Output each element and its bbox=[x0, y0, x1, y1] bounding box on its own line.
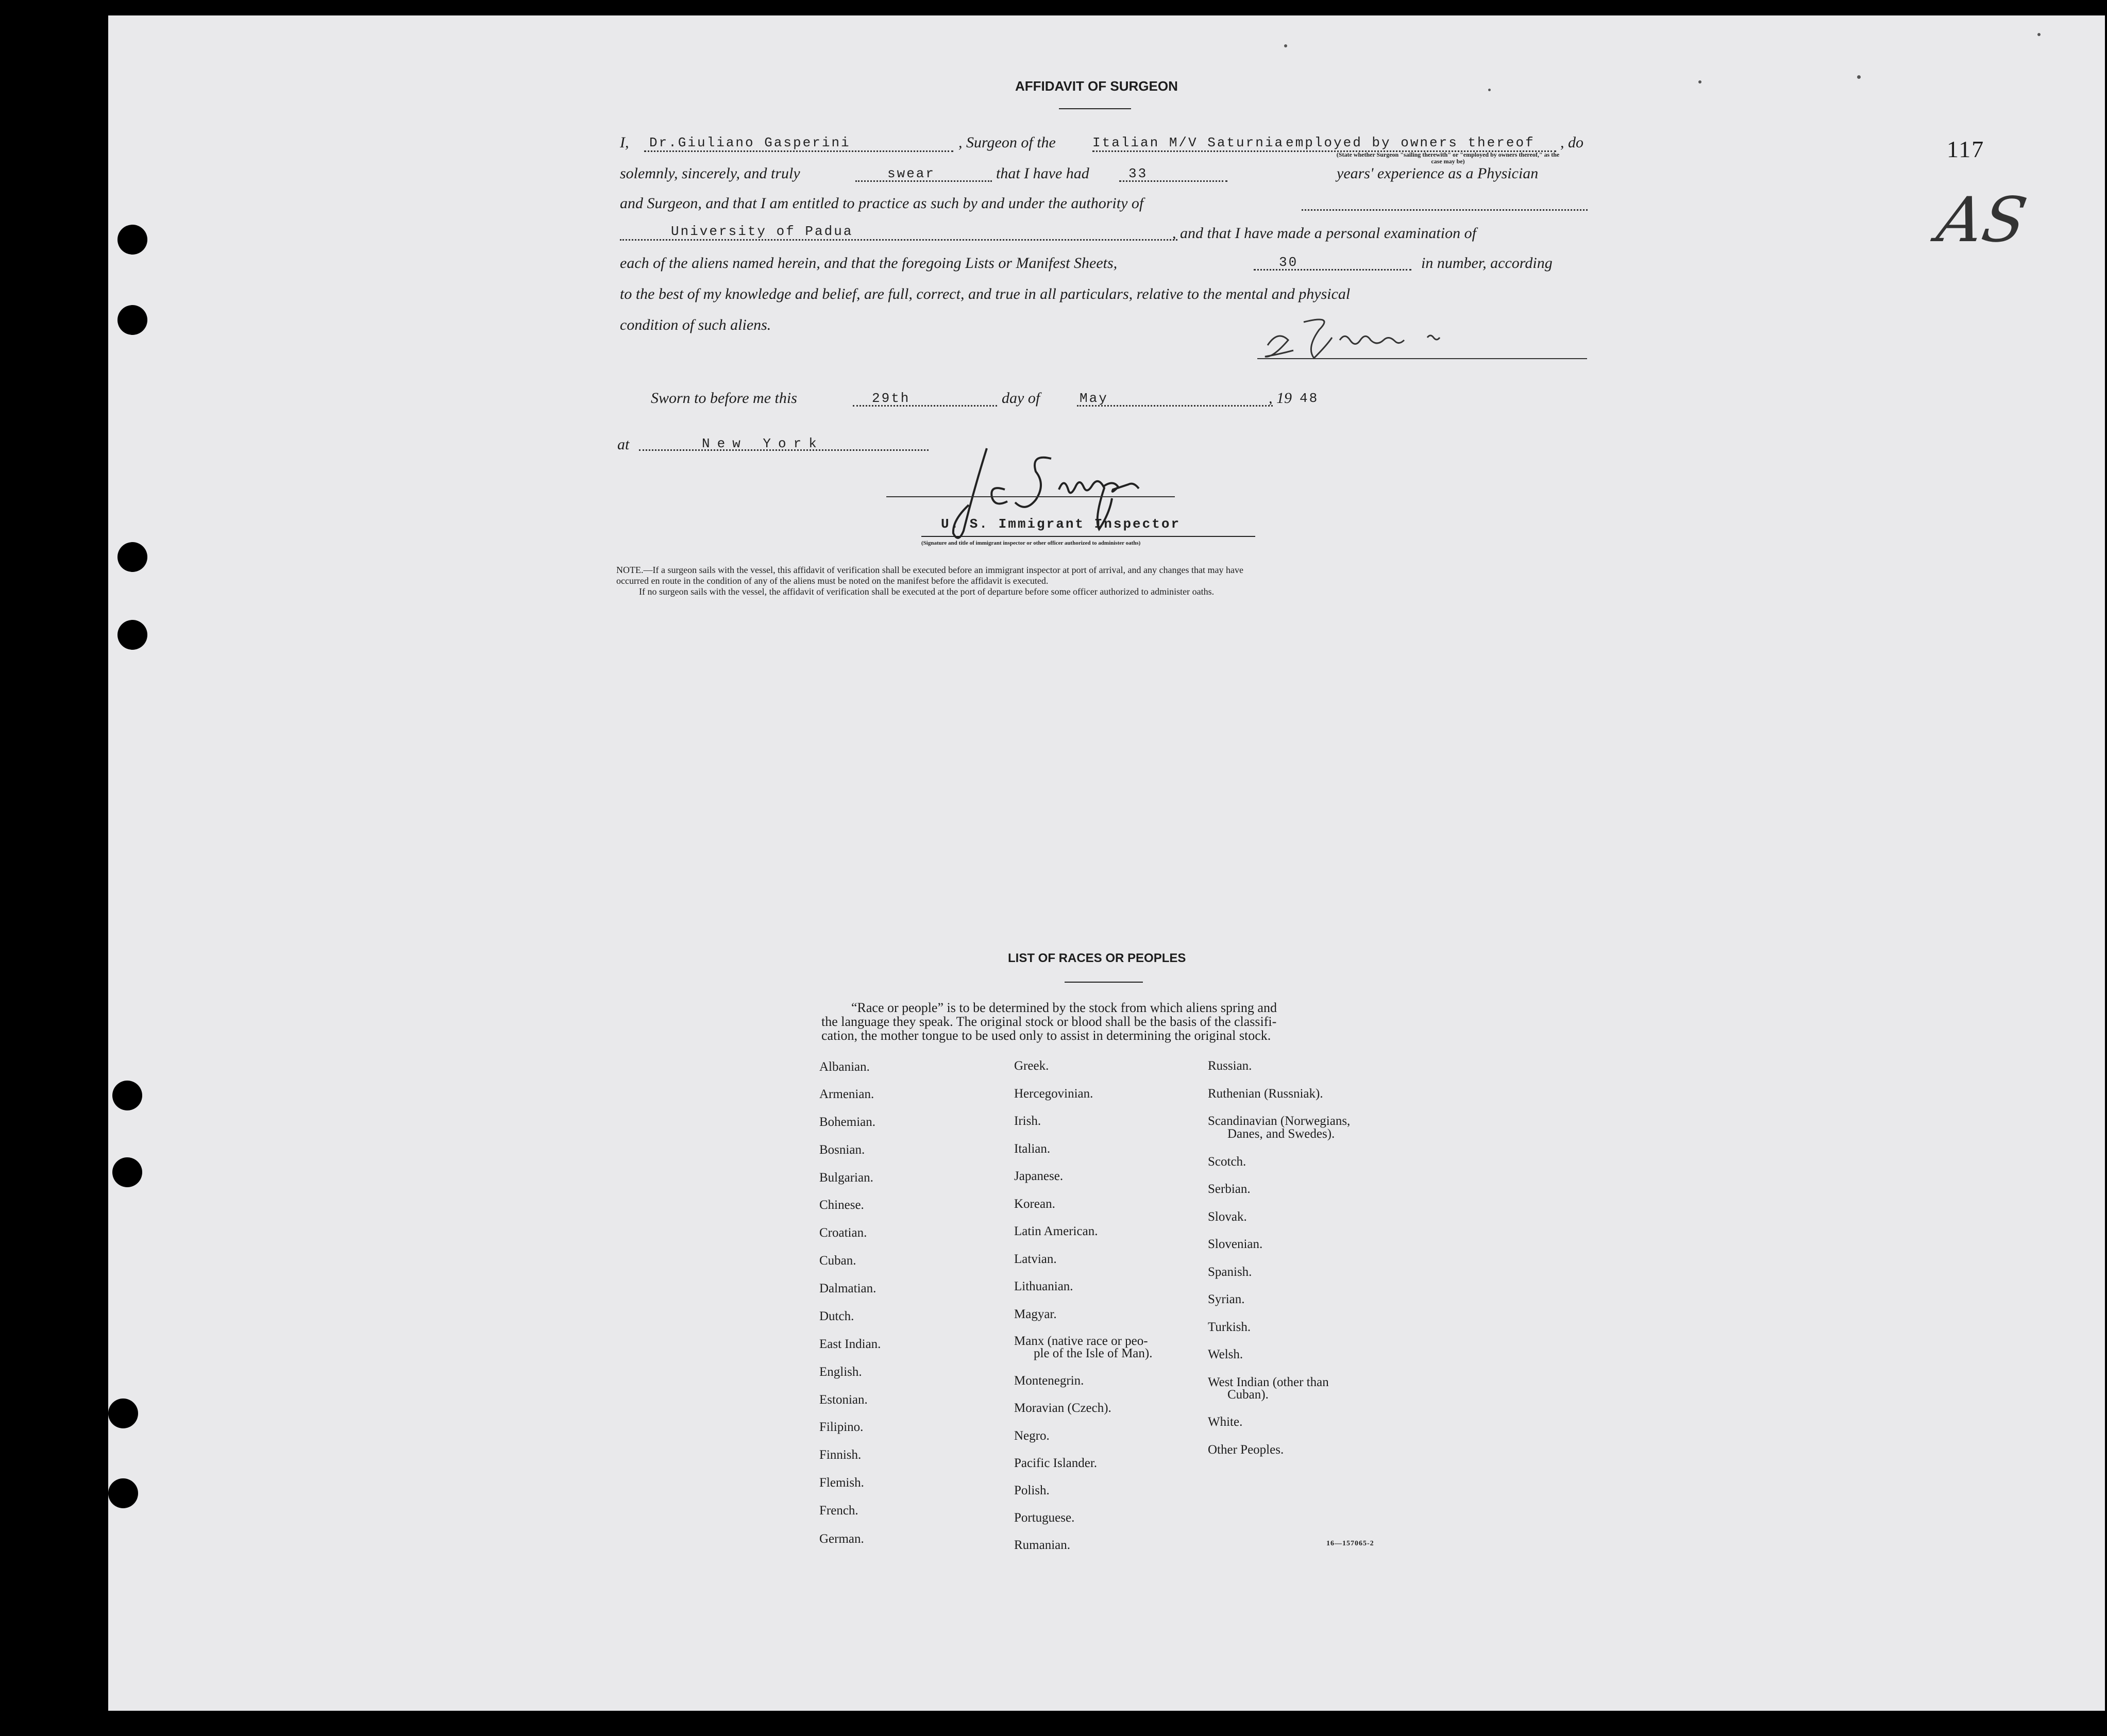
race-entry: Greek. bbox=[1014, 1059, 1049, 1073]
fill-line bbox=[1254, 269, 1411, 271]
binder-hole bbox=[117, 542, 147, 572]
text-condition: condition of such aliens. bbox=[620, 316, 771, 333]
race-entry: Finnish. bbox=[819, 1448, 862, 1462]
binder-hole bbox=[112, 1081, 142, 1110]
place-field: New York bbox=[702, 436, 824, 451]
binder-hole bbox=[108, 1398, 138, 1428]
race-entry: Filipino. bbox=[819, 1420, 864, 1434]
text-nineteen: , 19 bbox=[1269, 390, 1292, 407]
text-sworn: Sworn to before me this bbox=[651, 390, 797, 407]
race-entry: Albanian. bbox=[819, 1060, 870, 1074]
races-intro bbox=[821, 1001, 1277, 1042]
race-entry: French. bbox=[819, 1504, 858, 1518]
race-entry: Estonian. bbox=[819, 1393, 868, 1407]
race-entry: White. bbox=[1208, 1415, 1243, 1429]
scan-speck bbox=[1698, 80, 1701, 83]
race-entry: West Indian (other than bbox=[1208, 1375, 1329, 1389]
race-entry: Negro. bbox=[1014, 1429, 1050, 1443]
races-title: LIST OF RACES OR PEOPLES bbox=[1008, 951, 1186, 965]
text-at: at bbox=[617, 436, 630, 453]
race-entry: Magyar. bbox=[1014, 1307, 1057, 1321]
race-entry: Scotch. bbox=[1208, 1155, 1246, 1169]
binder-hole bbox=[117, 225, 147, 255]
scan-speck bbox=[2037, 33, 2041, 36]
scan-speck bbox=[1857, 75, 1861, 79]
employment-field: employed by owners thereof bbox=[1286, 135, 1535, 150]
race-entry: Dutch. bbox=[819, 1309, 854, 1323]
race-entry: Turkish. bbox=[1208, 1320, 1251, 1334]
text-years-experience: years' experience as a Physician bbox=[1337, 165, 1539, 182]
races-title-underline bbox=[1065, 982, 1143, 983]
race-entry: Slovenian. bbox=[1208, 1237, 1263, 1251]
inspector-title: U. S. Immigrant Inspector bbox=[941, 516, 1181, 532]
inspector-note: (Signature and title of immigrant inspector or other officer authorized to administer oaths) bbox=[921, 540, 1141, 546]
binder-hole bbox=[117, 305, 147, 335]
form-number: 16—157065-2 bbox=[1326, 1540, 1374, 1547]
race-entry: East Indian. bbox=[819, 1337, 881, 1351]
race-entry: Bulgarian. bbox=[819, 1171, 873, 1185]
race-entry: Chinese. bbox=[819, 1198, 864, 1212]
race-entry: Korean. bbox=[1014, 1197, 1055, 1211]
race-entry: Spanish. bbox=[1208, 1265, 1252, 1279]
race-entry: Bohemian. bbox=[819, 1115, 876, 1129]
race-entry: Latin American. bbox=[1014, 1224, 1098, 1238]
race-entry: Croatian. bbox=[819, 1226, 867, 1240]
race-entry: Latvian. bbox=[1014, 1252, 1057, 1266]
text-have-had: that I have had bbox=[996, 165, 1089, 182]
surgeon-signature bbox=[1257, 309, 1592, 366]
employment-note: (State whether Surgeon "sailing therewith" or "employed by owners thereof," as the case may be) bbox=[1336, 151, 1560, 165]
race-entry: Portuguese. bbox=[1014, 1511, 1075, 1525]
race-entry: Irish. bbox=[1014, 1114, 1041, 1128]
race-entry: Polish. bbox=[1014, 1484, 1050, 1497]
race-entry: Japanese. bbox=[1014, 1169, 1064, 1183]
race-entry: Rumanian. bbox=[1014, 1538, 1071, 1552]
margin-initials: AS bbox=[1932, 184, 2032, 256]
fill-line bbox=[644, 150, 953, 152]
race-entry: Ruthenian (Russniak). bbox=[1208, 1087, 1323, 1101]
scan-speck bbox=[1488, 89, 1491, 91]
race-entry: Moravian (Czech). bbox=[1014, 1401, 1111, 1415]
affidavit-note bbox=[616, 565, 1243, 597]
fill-line bbox=[620, 239, 1177, 241]
race-entry: Lithuanian. bbox=[1014, 1279, 1073, 1293]
race-entry: Russian. bbox=[1208, 1059, 1252, 1073]
race-entry: Hercegovinian. bbox=[1014, 1087, 1093, 1101]
binder-hole bbox=[112, 1157, 142, 1187]
sheets-field: 30 bbox=[1279, 255, 1299, 270]
race-entry: Serbian. bbox=[1208, 1182, 1251, 1196]
race-entry: Cuban. bbox=[819, 1254, 856, 1268]
day-field: 29th bbox=[872, 391, 911, 406]
binder-hole bbox=[108, 1478, 138, 1508]
text-day-of: day of bbox=[1002, 390, 1040, 407]
affidavit-title: AFFIDAVIT OF SURGEON bbox=[1015, 78, 1178, 94]
race-entry: Montenegrin. bbox=[1014, 1374, 1084, 1388]
oath-field: swear bbox=[887, 166, 936, 181]
text-personal-exam: , and that I have made a personal examination of bbox=[1172, 225, 1476, 242]
race-entry: ple of the Isle of Man). bbox=[1034, 1346, 1153, 1360]
fill-line bbox=[1302, 209, 1588, 211]
authority-field: University of Padua bbox=[671, 224, 853, 239]
race-entry: Cuban). bbox=[1227, 1388, 1269, 1402]
text-authority: and Surgeon, and that I am entitled to practice as such by and under the authority of bbox=[620, 195, 1144, 212]
text-do: , do bbox=[1560, 134, 1583, 151]
intro-line: “Race or people” is to be determined by the stock from which aliens spring and bbox=[851, 1000, 1277, 1015]
year-field: 48 bbox=[1300, 391, 1319, 406]
page-number: 117 bbox=[1947, 136, 1985, 162]
race-entry: Slovak. bbox=[1208, 1210, 1247, 1224]
surgeon-name-field: Dr.Giuliano Gasperini bbox=[649, 135, 851, 150]
intro-line: the language they speak. The original stock or blood shall be the basis of the classifi- bbox=[821, 1014, 1277, 1029]
text-surgeon-of: , Surgeon of the bbox=[958, 134, 1056, 151]
race-entry: Scandinavian (Norwegians, bbox=[1208, 1114, 1351, 1128]
scan-speck bbox=[1284, 44, 1287, 47]
race-entry: Armenian. bbox=[819, 1087, 874, 1101]
race-entry: Danes, and Swedes). bbox=[1227, 1127, 1335, 1141]
race-entry: Flemish. bbox=[819, 1476, 864, 1490]
years-field: 33 bbox=[1128, 166, 1148, 181]
note-line: NOTE.—If a surgeon sails with the vessel, this affidavit of verification shall be executed before an immigrant inspector at port of arrival, and any changes that may have bbox=[616, 565, 1243, 575]
race-entry: Dalmatian. bbox=[819, 1282, 876, 1295]
intro-line: cation, the mother tongue to be used only to assist in determining the original stock. bbox=[821, 1028, 1271, 1043]
race-entry: Bosnian. bbox=[819, 1143, 865, 1157]
text-knowledge: to the best of my knowledge and belief, are full, correct, and true in all particulars, relative to the mental and physical bbox=[620, 285, 1351, 302]
race-entry: Welsh. bbox=[1208, 1347, 1243, 1361]
race-entry: Other Peoples. bbox=[1208, 1443, 1284, 1457]
note-line: occurred en route in the condition of any of the aliens must be noted on the manifest before the affidavit is executed. bbox=[616, 576, 1049, 586]
note-line: If no surgeon sails with the vessel, the affidavit of verification shall be executed at the port of departure before some officer authorized to administer oaths. bbox=[639, 586, 1215, 597]
race-entry: Pacific Islander. bbox=[1014, 1456, 1098, 1470]
race-entry: Italian. bbox=[1014, 1142, 1051, 1156]
text-aliens-named: each of the aliens named herein, and that the foregoing Lists or Manifest Sheets, bbox=[620, 255, 1118, 272]
vessel-field: Italian M/V Saturnia bbox=[1092, 135, 1285, 150]
title-underline bbox=[1059, 108, 1131, 109]
race-entry: Manx (native race or peo- bbox=[1014, 1334, 1148, 1348]
race-entry: English. bbox=[819, 1365, 862, 1379]
text-solemnly: solemnly, sincerely, and truly bbox=[620, 165, 800, 182]
text-in-number: in number, according bbox=[1421, 255, 1553, 272]
race-entry: Syrian. bbox=[1208, 1292, 1245, 1306]
inspector-signature-line bbox=[921, 536, 1255, 537]
race-entry: German. bbox=[819, 1532, 864, 1546]
month-field: May bbox=[1080, 391, 1108, 406]
text-prefix: I, bbox=[620, 134, 629, 151]
binder-hole bbox=[117, 620, 147, 650]
